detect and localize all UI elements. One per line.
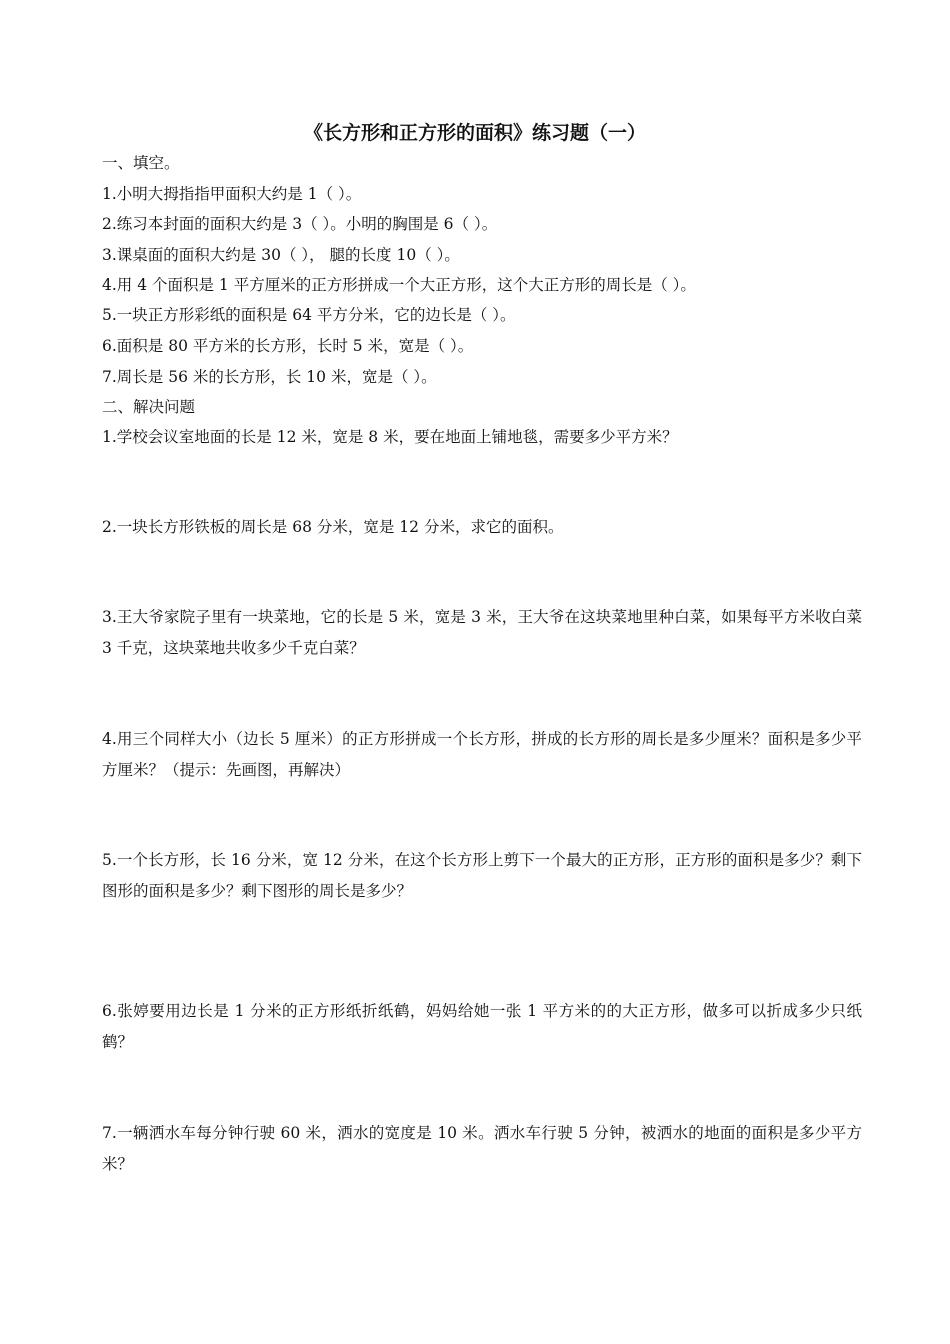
problem-item-3: 3.王大爷家院子里有一块菜地，它的长是 5 米，宽是 3 米，王大爷在这块菜地里种白菜，如果每平方米收白菜 3 千克，这块菜地共收多少千克白菜？ <box>102 608 862 657</box>
fill-blank-item-7: 7.周长是 56 米的长方形，长 10 米，宽是（ ）。 <box>102 368 437 386</box>
fill-blank-item-5: 5.一块正方形彩纸的面积是 64 平方分米，它的边长是（ ）。 <box>102 306 516 324</box>
section1-heading: 一、填空。 <box>102 154 180 172</box>
fill-blank-item-2: 2.练习本封面的面积大约是 3（ ）。小明的胸围是 6（ ）。 <box>102 215 498 233</box>
fill-blank-item-3: 3.课桌面的面积大约是 30（ ）， 腿的长度 10（ ）。 <box>102 246 460 264</box>
fill-blank-item-4: 4.用 4 个面积是 1 平方厘米的正方形拼成一个大正方形，这个大正方形的周长是（ ）。 <box>102 276 696 294</box>
fill-blank-item-6: 6.面积是 80 平方米的长方形，长时 5 米，宽是（ ）。 <box>102 337 474 355</box>
problem-item-7: 7.一辆洒水车每分钟行驶 60 米，洒水的宽度是 10 米。洒水车行驶 5 分钟，被洒水的地面的面积是多少平方米？ <box>102 1124 862 1173</box>
section2-heading: 二、解决问题 <box>102 398 196 416</box>
problem-item-2: 2.一块长方形铁板的周长是 68 分米，宽是 12 分米，求它的面积。 <box>102 518 564 536</box>
problem-item-4: 4.用三个同样大小（边长 5 厘米）的正方形拼成一个长方形，拼成的长方形的周长是多少厘米？面积是多少平方厘米？（提示：先画图，再解决） <box>102 730 862 779</box>
worksheet-title: 《长方形和正方形的面积》练习题（一） <box>303 122 646 144</box>
fill-blank-item-1: 1.小明大拇指指甲面积大约是 1（ ）。 <box>102 185 362 203</box>
problem-item-1: 1.学校会议室地面的长是 12 米，宽是 8 米，要在地面上铺地毯，需要多少平方米？ <box>102 428 678 446</box>
problem-item-5: 5.一个长方形，长 16 分米，宽 12 分米，在这个长方形上剪下一个最大的正方形，正方形的面积是多少？剩下图形的面积是多少？剩下图形的周长是多少？ <box>102 851 862 900</box>
problem-item-6: 6.张婷要用边长是 1 分米的正方形纸折纸鹤，妈妈给她一张 1 平方米的的大正方形，做多可以折成多少只纸鹤？ <box>102 1002 862 1051</box>
